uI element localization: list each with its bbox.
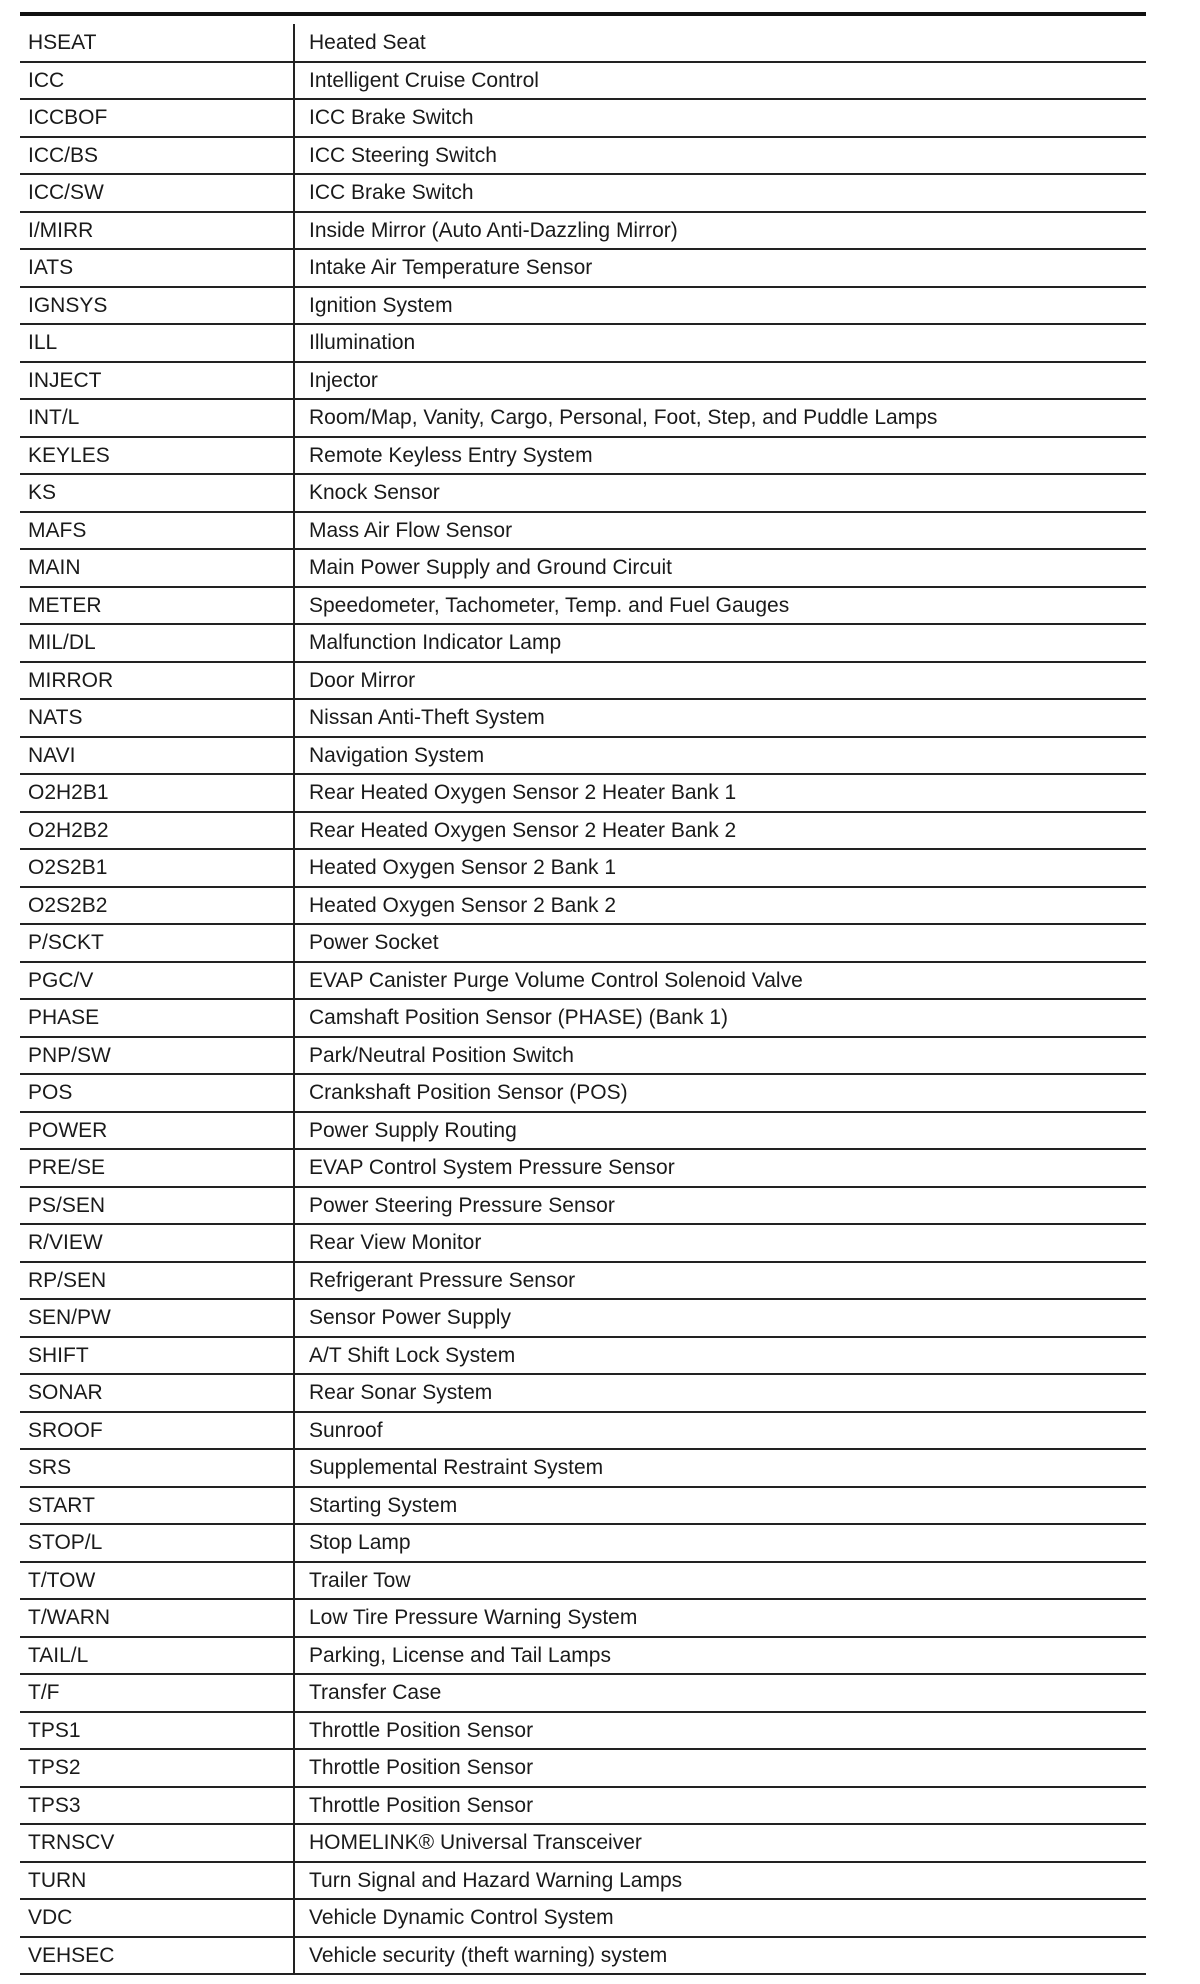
abbreviation-description: Park/Neutral Position Switch	[294, 1037, 1146, 1075]
table-row	[20, 1337, 1146, 1375]
abbreviation-code: START	[20, 1487, 294, 1525]
table-row	[20, 624, 1146, 662]
table-row	[20, 1412, 1146, 1450]
table-row	[20, 437, 1146, 475]
abbreviation-code: PHASE	[20, 999, 294, 1037]
abbreviation-description: EVAP Canister Purge Volume Control Solenoid Valve	[294, 962, 1146, 1000]
table-row	[20, 962, 1146, 1000]
abbreviation-code: MAIN	[20, 549, 294, 587]
abbreviation-description: Parking, License and Tail Lamps	[294, 1637, 1146, 1675]
abbreviation-code: SRS	[20, 1449, 294, 1487]
abbreviation-description: Low Tire Pressure Warning System	[294, 1599, 1146, 1637]
abbreviation-code: INJECT	[20, 362, 294, 400]
table-row	[20, 1224, 1146, 1262]
abbreviation-code: VDC	[20, 1899, 294, 1937]
table-row	[20, 1787, 1146, 1825]
table-row	[20, 1449, 1146, 1487]
abbreviation-description: Power Supply Routing	[294, 1112, 1146, 1150]
table-row	[20, 1074, 1146, 1112]
abbreviation-code: PRE/SE	[20, 1149, 294, 1187]
abbreviation-description: Refrigerant Pressure Sensor	[294, 1262, 1146, 1300]
abbreviation-description: Speedometer, Tachometer, Temp. and Fuel Gauges	[294, 587, 1146, 625]
table-row	[20, 1712, 1146, 1750]
abbreviation-code: METER	[20, 587, 294, 625]
abbreviation-description: Inside Mirror (Auto Anti-Dazzling Mirror)	[294, 212, 1146, 250]
top-rule	[20, 12, 1146, 16]
abbreviation-description: A/T Shift Lock System	[294, 1337, 1146, 1375]
abbreviation-code: PGC/V	[20, 962, 294, 1000]
table-row	[20, 1187, 1146, 1225]
abbreviation-description: Vehicle Dynamic Control System	[294, 1899, 1146, 1937]
table-row	[20, 99, 1146, 137]
abbreviation-code: R/VIEW	[20, 1224, 294, 1262]
abbreviation-description: Ignition System	[294, 287, 1146, 325]
table-row	[20, 474, 1146, 512]
abbreviation-description: Nissan Anti-Theft System	[294, 699, 1146, 737]
table-row	[20, 1374, 1146, 1412]
table-row	[20, 1824, 1146, 1862]
abbreviation-description: EVAP Control System Pressure Sensor	[294, 1149, 1146, 1187]
table-row	[20, 1262, 1146, 1300]
table-row	[20, 1524, 1146, 1562]
abbreviation-description: Door Mirror	[294, 662, 1146, 700]
table-row	[20, 1037, 1146, 1075]
abbreviation-code: TPS1	[20, 1712, 294, 1750]
table-row	[20, 699, 1146, 737]
table-row	[20, 549, 1146, 587]
table-row	[20, 1149, 1146, 1187]
table-row	[20, 324, 1146, 362]
abbreviation-code: TPS3	[20, 1787, 294, 1825]
abbreviation-description: Illumination	[294, 324, 1146, 362]
abbreviation-code: KEYLES	[20, 437, 294, 475]
abbreviation-description: Throttle Position Sensor	[294, 1749, 1146, 1787]
abbreviation-code: NATS	[20, 699, 294, 737]
abbreviation-description: Navigation System	[294, 737, 1146, 775]
abbreviation-description: Room/Map, Vanity, Cargo, Personal, Foot, Step, and Puddle Lamps	[294, 399, 1146, 437]
abbreviation-code: INT/L	[20, 399, 294, 437]
table-row	[20, 137, 1146, 175]
table-row	[20, 1674, 1146, 1712]
abbreviation-description: Supplemental Restraint System	[294, 1449, 1146, 1487]
table-row	[20, 737, 1146, 775]
abbreviation-description: Vehicle security (theft warning) system	[294, 1937, 1146, 1975]
table-row	[20, 1637, 1146, 1675]
abbreviation-code: HSEAT	[20, 24, 294, 62]
abbreviation-code: TPS2	[20, 1749, 294, 1787]
abbreviation-description: Heated Oxygen Sensor 2 Bank 2	[294, 887, 1146, 925]
abbreviation-description: Turn Signal and Hazard Warning Lamps	[294, 1862, 1146, 1900]
abbreviation-code: T/F	[20, 1674, 294, 1712]
abbreviation-code: TRNSCV	[20, 1824, 294, 1862]
table-row	[20, 1862, 1146, 1900]
table-row	[20, 212, 1146, 250]
abbreviation-code: RP/SEN	[20, 1262, 294, 1300]
table-row	[20, 1562, 1146, 1600]
abbreviation-code: VEHSEC	[20, 1937, 294, 1975]
abbreviation-description: Starting System	[294, 1487, 1146, 1525]
abbreviation-code: O2S2B1	[20, 849, 294, 887]
table-row	[20, 1749, 1146, 1787]
table-row	[20, 1487, 1146, 1525]
abbreviation-description: Sensor Power Supply	[294, 1299, 1146, 1337]
abbreviation-code: P/SCKT	[20, 924, 294, 962]
abbreviation-code: PNP/SW	[20, 1037, 294, 1075]
abbreviation-description: Intelligent Cruise Control	[294, 62, 1146, 100]
table-row	[20, 812, 1146, 850]
abbreviation-code: ILL	[20, 324, 294, 362]
abbreviation-code: SONAR	[20, 1374, 294, 1412]
abbreviation-description: Mass Air Flow Sensor	[294, 512, 1146, 550]
abbreviation-description: ICC Steering Switch	[294, 137, 1146, 175]
abbreviation-description: ICC Brake Switch	[294, 99, 1146, 137]
abbreviation-code: ICCBOF	[20, 99, 294, 137]
abbreviation-code: TAIL/L	[20, 1637, 294, 1675]
abbreviation-description: Heated Seat	[294, 24, 1146, 62]
abbreviation-description: Throttle Position Sensor	[294, 1712, 1146, 1750]
abbreviation-description: Rear Heated Oxygen Sensor 2 Heater Bank 1	[294, 774, 1146, 812]
abbreviation-code: MIL/DL	[20, 624, 294, 662]
table-row	[20, 999, 1146, 1037]
table-row	[20, 62, 1146, 100]
abbreviation-code: T/WARN	[20, 1599, 294, 1637]
abbreviation-code: IATS	[20, 249, 294, 287]
abbreviation-code: POS	[20, 1074, 294, 1112]
abbreviation-table-body	[20, 24, 1146, 1974]
abbreviation-description: Camshaft Position Sensor (PHASE) (Bank 1)	[294, 999, 1146, 1037]
abbreviation-code: ICC	[20, 62, 294, 100]
table-row	[20, 1299, 1146, 1337]
table-row	[20, 287, 1146, 325]
table-row	[20, 849, 1146, 887]
abbreviation-description: Rear View Monitor	[294, 1224, 1146, 1262]
abbreviation-code: O2H2B1	[20, 774, 294, 812]
abbreviation-description: Intake Air Temperature Sensor	[294, 249, 1146, 287]
abbreviation-description: Stop Lamp	[294, 1524, 1146, 1562]
table-row	[20, 774, 1146, 812]
abbreviation-code: I/MIRR	[20, 212, 294, 250]
abbreviation-code: ICC/SW	[20, 174, 294, 212]
abbreviation-description: Sunroof	[294, 1412, 1146, 1450]
abbreviation-code: POWER	[20, 1112, 294, 1150]
abbreviation-code: MIRROR	[20, 662, 294, 700]
abbreviation-description: Rear Sonar System	[294, 1374, 1146, 1412]
abbreviation-code: T/TOW	[20, 1562, 294, 1600]
table-row	[20, 24, 1146, 62]
abbreviation-description: Trailer Tow	[294, 1562, 1146, 1600]
table-row	[20, 249, 1146, 287]
abbreviation-description: Crankshaft Position Sensor (POS)	[294, 1074, 1146, 1112]
table-row	[20, 1899, 1146, 1937]
abbreviation-code: PS/SEN	[20, 1187, 294, 1225]
abbreviation-code: KS	[20, 474, 294, 512]
table-row	[20, 924, 1146, 962]
table-row	[20, 174, 1146, 212]
abbreviation-description: Knock Sensor	[294, 474, 1146, 512]
table-row	[20, 887, 1146, 925]
abbreviation-description: Malfunction Indicator Lamp	[294, 624, 1146, 662]
table-row	[20, 362, 1146, 400]
table-row	[20, 1937, 1146, 1975]
abbreviation-description: Injector	[294, 362, 1146, 400]
abbreviation-code: O2S2B2	[20, 887, 294, 925]
abbreviation-code: SEN/PW	[20, 1299, 294, 1337]
abbreviation-code: SHIFT	[20, 1337, 294, 1375]
abbreviation-code: MAFS	[20, 512, 294, 550]
abbreviation-description: HOMELINK® Universal Transceiver	[294, 1824, 1146, 1862]
table-row	[20, 587, 1146, 625]
abbreviation-code: SROOF	[20, 1412, 294, 1450]
abbreviation-code: TURN	[20, 1862, 294, 1900]
abbreviation-code: IGNSYS	[20, 287, 294, 325]
abbreviation-description: Throttle Position Sensor	[294, 1787, 1146, 1825]
abbreviation-code: O2H2B2	[20, 812, 294, 850]
table-row	[20, 399, 1146, 437]
abbreviation-description: Main Power Supply and Ground Circuit	[294, 549, 1146, 587]
abbreviation-code: ICC/BS	[20, 137, 294, 175]
table-row	[20, 1112, 1146, 1150]
abbreviation-code: STOP/L	[20, 1524, 294, 1562]
abbreviation-code: NAVI	[20, 737, 294, 775]
abbreviation-description: Power Steering Pressure Sensor	[294, 1187, 1146, 1225]
abbreviation-table	[20, 24, 1146, 1975]
abbreviation-description: ICC Brake Switch	[294, 174, 1146, 212]
abbreviation-description: Rear Heated Oxygen Sensor 2 Heater Bank 2	[294, 812, 1146, 850]
table-row	[20, 512, 1146, 550]
abbreviation-description: Remote Keyless Entry System	[294, 437, 1146, 475]
table-row	[20, 1599, 1146, 1637]
table-row	[20, 662, 1146, 700]
abbreviation-description: Heated Oxygen Sensor 2 Bank 1	[294, 849, 1146, 887]
abbreviation-description: Power Socket	[294, 924, 1146, 962]
abbreviation-description: Transfer Case	[294, 1674, 1146, 1712]
